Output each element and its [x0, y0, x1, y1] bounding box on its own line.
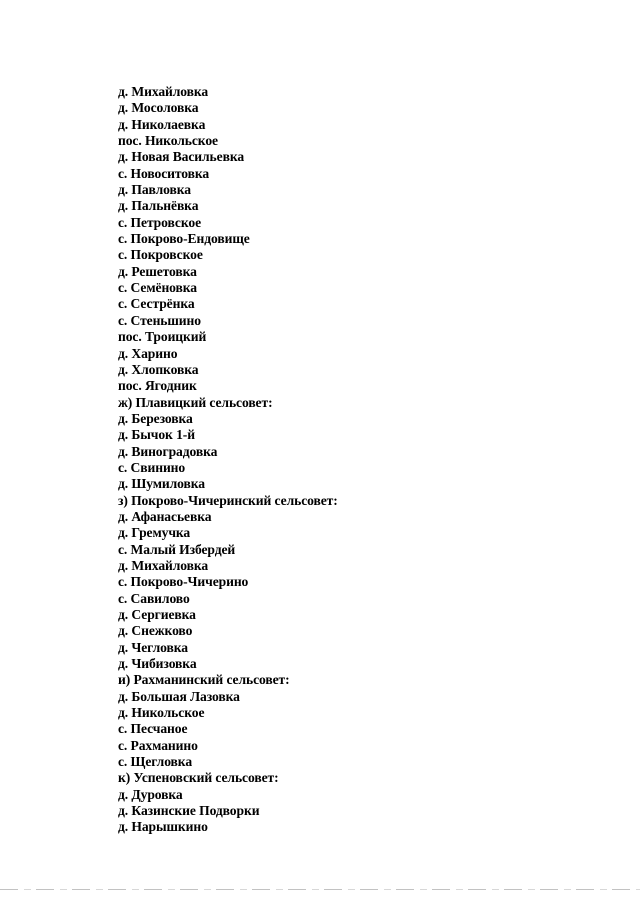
settlement-list — [118, 84, 578, 836]
list-item: д. Шумиловка — [118, 476, 205, 492]
list-item: с. Стеньшино — [118, 312, 201, 328]
section-heading: и) Рахманинский сельсовет: — [118, 672, 290, 688]
list-item: д. Афанасьевка — [118, 508, 212, 524]
list-item: д. Мосоловка — [118, 100, 199, 116]
list-item: д. Виноградовка — [118, 443, 218, 459]
list-item: с. Сестрёнка — [118, 296, 195, 312]
section-heading: з) Покрово-Чичеринский сельсовет: — [118, 492, 338, 508]
list-item: с. Песчаное — [118, 721, 188, 737]
list-item: д. Снежково — [118, 623, 193, 639]
list-item: д. Чегловка — [118, 639, 188, 655]
list-item: д. Пальнёвка — [118, 198, 199, 214]
list-item: д. Николаевка — [118, 116, 206, 132]
list-item: с. Малый Избердей — [118, 541, 236, 557]
list-item: д. Гремучка — [118, 525, 191, 541]
list-item: д. Михайловка — [118, 84, 209, 99]
list-item: с. Покрово-Чичерино — [118, 574, 249, 590]
list-item: д. Бычок 1-й — [118, 427, 195, 443]
list-item: пос. Никольское — [118, 133, 218, 149]
list-item: д. Павловка — [118, 182, 191, 198]
list-item: с. Свинино — [118, 459, 186, 475]
list-item: д. Харино — [118, 345, 178, 361]
list-item: д. Казинские Подворки — [118, 803, 260, 819]
section-heading: к) Успеновский сельсовет: — [118, 770, 279, 786]
list-item: д. Чибизовка — [118, 656, 197, 672]
section-heading: ж) Плавицкий сельсовет: — [118, 394, 273, 410]
list-item: пос. Троицкий — [118, 329, 207, 345]
list-item: д. Михайловка — [118, 557, 209, 573]
list-item: д. Сергиевка — [118, 607, 196, 622]
list-item: д. Большая Лазовка — [118, 688, 240, 704]
list-item: с. Покровское — [118, 247, 203, 263]
list-item: с. Семёновка — [118, 280, 197, 296]
list-item: д. Решетовка — [118, 263, 197, 279]
list-item: с. Щегловка — [118, 754, 193, 770]
list-item: д. Березовка — [118, 410, 193, 426]
list-item: д. Новая Васильевка — [118, 149, 245, 165]
page-footer-rule — [0, 889, 640, 890]
list-item: д. Нарышкино — [118, 819, 208, 835]
list-item: с. Петровское — [118, 214, 202, 230]
list-item: д. Хлопковка — [118, 361, 199, 377]
list-item: с. Новоситовка — [118, 165, 210, 181]
list-item: пос. Ягодник — [118, 378, 197, 394]
list-item: д. Дуровка — [118, 786, 183, 802]
list-item: с. Покрово-Ендовище — [118, 231, 250, 247]
list-item: с. Рахманино — [118, 737, 198, 753]
list-item: с. Савилово — [118, 590, 190, 606]
list-item: д. Никольское — [118, 705, 205, 721]
